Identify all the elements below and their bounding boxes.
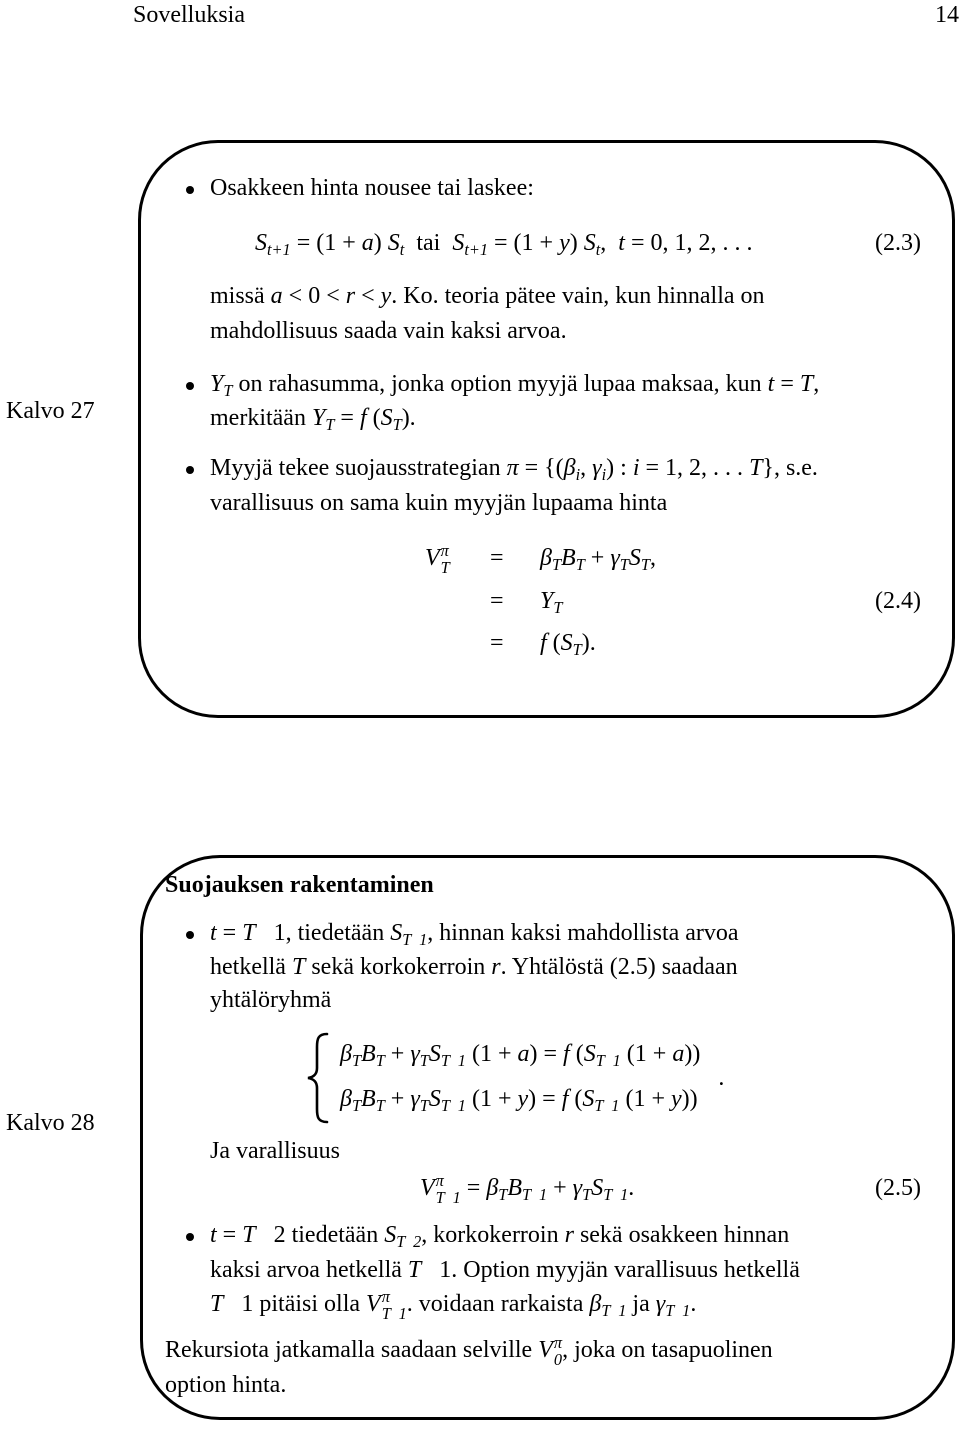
bullet-icon [186, 931, 194, 939]
math-symbol: S [390, 920, 403, 946]
math-subscript: T 1 [522, 1184, 548, 1204]
math-subscript: T [392, 414, 402, 434]
math-symbol: γ [572, 1175, 583, 1201]
math-sub-superscript [382, 1288, 407, 1322]
math-subscript: T [440, 558, 450, 578]
text-run: , korkokerroin [421, 1222, 565, 1248]
text-run: ) [373, 230, 388, 256]
math-subscript: T [498, 1184, 508, 1204]
equation-system-period: . [718, 1065, 725, 1091]
math-symbol: β [486, 1175, 499, 1201]
math-symbol: S [583, 230, 596, 256]
s28-bullet1-line3 [210, 985, 331, 1015]
math-symbol: V [420, 1175, 435, 1201]
math-superscript: π [553, 1333, 563, 1353]
s28-equation-2-5 [420, 1171, 635, 1208]
text-run: . [690, 1291, 697, 1317]
text-run: = [774, 371, 800, 397]
s28-bullet2-line1 [210, 1220, 789, 1250]
math-subscript: i [601, 464, 607, 484]
running-header-title: Sovelluksia [133, 2, 245, 28]
text-run: ) = [529, 1041, 564, 1067]
s28-bullet1-line4 [210, 1136, 340, 1166]
text-run: ) = [528, 1086, 562, 1112]
math-symbol: S [387, 230, 400, 256]
eqarray-row3-rhs [540, 628, 596, 658]
math-symbol: γ [655, 1291, 666, 1317]
math-symbol: B [361, 1086, 376, 1112]
math-sub-superscript [441, 542, 450, 576]
math-symbol: f [540, 630, 547, 656]
text-run: . Ko. teoria pätee vain, kun hinnalla on [391, 283, 765, 309]
math-subscript: T [619, 554, 629, 574]
left-brace-icon [305, 1032, 331, 1124]
text-run: (1 + [619, 1086, 671, 1112]
math-subscript: T [551, 554, 562, 574]
text-run: = [216, 920, 243, 946]
math-symbol: S [380, 405, 393, 431]
s28-bullet2-line2 [210, 1255, 800, 1285]
slide-heading: Suojauksen rakentaminen [165, 872, 434, 898]
text-run: merkitään [210, 405, 312, 431]
text-run: Osakkeen hinta nousee tai laskee: [210, 175, 534, 201]
text-run: ( [366, 405, 381, 431]
text-run: , [813, 371, 820, 397]
math-symbol: a [361, 230, 374, 256]
text-run: }, s.e. [762, 455, 818, 481]
math-symbol: Y [540, 588, 554, 614]
closing-line2 [165, 1370, 286, 1400]
eqarray-row1-rhs [540, 543, 656, 573]
math-symbol: T [407, 1257, 422, 1283]
text-run: 1 pitäisi olla [223, 1291, 367, 1317]
text-run: , [600, 230, 619, 256]
math-symbol: S [582, 1086, 595, 1112]
closing-line1 [165, 1333, 773, 1370]
text-run: + [547, 1175, 573, 1201]
equation-number-2-3: (2.3) [875, 230, 921, 256]
text-run: yhtälöryhmä [210, 987, 332, 1013]
s28-bullet2-line3 [210, 1287, 697, 1324]
text-run: + [384, 1086, 411, 1112]
math-symbol: Y [311, 405, 326, 431]
math-symbol: γ [610, 545, 620, 571]
text-run: ( [568, 1086, 583, 1112]
s27-bullet2-line1 [210, 369, 819, 399]
text-run: , joka on tasapuolinen [562, 1337, 773, 1363]
math-subscript: T 1 [603, 1184, 629, 1204]
math-symbol: y [670, 1086, 682, 1112]
text-run: Ja varallisuus [210, 1138, 340, 1164]
text-run: < [355, 283, 381, 309]
s27-bullet3-line2 [210, 488, 667, 518]
text-run: , hinnan kaksi mahdollista arvoa [427, 920, 739, 946]
math-subscript: T 1 [595, 1050, 621, 1070]
text-run: Rekursiota jatkamalla saadaan selville [165, 1337, 539, 1363]
math-subscript: T 1 [440, 1050, 466, 1070]
text-run: 1, tiedetään [255, 920, 391, 946]
text-run: , [580, 455, 593, 481]
math-subscript: T [375, 1095, 385, 1115]
math-subscript: T [419, 1050, 429, 1070]
text-run: = [216, 1222, 243, 1248]
math-subscript: T [351, 1095, 362, 1115]
text-run: 2 tiedetään [255, 1222, 385, 1248]
math-symbol: S [628, 545, 641, 571]
bullet-icon [186, 382, 194, 390]
math-sub-superscript [436, 1172, 461, 1206]
bullet-icon [186, 1233, 194, 1241]
math-subscript: T 1 [435, 1188, 461, 1208]
math-subscript: T 2 [396, 1231, 422, 1251]
text-run: (1 + [465, 1086, 518, 1112]
math-symbol: r [345, 283, 356, 309]
math-symbol: β [540, 545, 552, 571]
page-number: 14 [935, 2, 959, 28]
math-symbol: γ [592, 455, 602, 481]
math-subscript: T [375, 1050, 385, 1070]
s27-bullet3-line1 [210, 453, 818, 483]
math-symbol: S [452, 230, 465, 256]
math-symbol: S [560, 630, 573, 656]
text-run: missä [210, 283, 271, 309]
eqarray-row2-relation: = [490, 588, 504, 614]
text-run: mahdollisuus saada vain kaksi arvoa. [210, 318, 567, 344]
math-symbol: t [210, 920, 217, 946]
math-symbol: T [242, 1222, 256, 1248]
math-subscript: T [553, 597, 563, 617]
math-symbol: V [366, 1291, 381, 1317]
math-symbol: Y [210, 371, 224, 397]
equation-number-2-4: (2.4) [875, 588, 921, 614]
bullet-icon [186, 186, 194, 194]
text-run: (1 + [620, 1041, 673, 1067]
math-symbol: T [291, 954, 306, 980]
text-run: (1 + [465, 1041, 518, 1067]
math-symbol: V [425, 545, 440, 571]
math-sub-superscript [554, 1334, 562, 1368]
eqarray-row1-relation: = [490, 545, 504, 571]
math-symbol: y [559, 230, 570, 256]
math-superscript: π [381, 1287, 390, 1307]
text-run: . voidaan rarkaista [406, 1291, 590, 1317]
text-run: ). [401, 405, 416, 431]
text-run: , [649, 545, 656, 571]
math-subscript: T [419, 1095, 429, 1115]
text-run: option hinta. [165, 1372, 287, 1398]
text-run: . [628, 1175, 635, 1201]
math-symbol: t [618, 230, 625, 256]
s27-bullet1-line1 [210, 173, 534, 203]
math-subscript: t+1 [267, 239, 291, 259]
math-subscript: T 1 [594, 1095, 620, 1115]
math-symbol: S [428, 1041, 441, 1067]
math-symbol: r [564, 1222, 574, 1248]
equation-system-row-1 [340, 1032, 700, 1077]
text-run: = 1, 2, . . . [639, 455, 750, 481]
text-run: + [584, 545, 611, 571]
text-run: ) [569, 230, 584, 256]
math-symbol: t [210, 1222, 217, 1248]
text-run: ja [626, 1291, 656, 1317]
math-symbol: a [672, 1041, 685, 1067]
text-run: )) [681, 1086, 698, 1112]
math-symbol: f [359, 405, 367, 431]
text-run: . Yhtälöstä (2.5) saadaan [500, 954, 738, 980]
math-symbol: S [583, 1041, 596, 1067]
math-symbol: S [255, 230, 267, 256]
s28-bullet1-line1 [210, 918, 739, 948]
math-subscript: 0 [553, 1350, 563, 1370]
text-run: < 0 < [282, 283, 346, 309]
eqarray-row2-rhs [540, 586, 562, 616]
text-run: varallisuus on sama kuin myyjän lupaama hinta [210, 490, 668, 516]
math-symbol: f [561, 1086, 569, 1112]
math-symbol: γ [410, 1086, 420, 1112]
math-subscript: T 1 [601, 1300, 627, 1320]
s27-bullet1-line2 [210, 281, 765, 311]
eqarray-row3-relation: = [490, 630, 504, 656]
math-subscript: t+1 [464, 239, 489, 259]
equation-system [305, 1032, 724, 1124]
s27-bullet1-line3 [210, 316, 567, 346]
math-symbol: T [749, 455, 763, 481]
text-run: sekä osakkeen hinnan [573, 1222, 790, 1248]
text-run: sekä korkokerroin [305, 954, 492, 980]
text-run: hetkellä [210, 954, 292, 980]
equation-number-2-5: (2.5) [875, 1175, 921, 1201]
math-subscript: t [399, 239, 405, 259]
s27-bullet2-line2 [210, 403, 416, 433]
math-symbol: i [632, 455, 640, 481]
bullet-icon [186, 466, 194, 474]
math-symbol: f [563, 1041, 570, 1067]
s27-equation-2-3 [255, 228, 753, 258]
text-run: kaksi arvoa hetkellä [210, 1257, 408, 1283]
math-symbol: β [589, 1291, 602, 1317]
text-run: ( [546, 630, 561, 656]
text-run: )) [684, 1041, 701, 1067]
text-run: on rahasumma, jonka option myyjä lupaa maksaa, kun [232, 371, 768, 397]
math-symbol: y [380, 283, 392, 309]
math-symbol: T [242, 920, 256, 946]
text-run: ( [569, 1041, 584, 1067]
text-run: = 0, 1, 2, . . . [624, 230, 753, 256]
math-symbol: B [361, 1041, 376, 1067]
math-superscript: π [440, 541, 449, 561]
math-symbol: β [563, 455, 576, 481]
math-symbol: S [384, 1222, 397, 1248]
math-symbol: B [561, 545, 576, 571]
math-symbol: γ [410, 1041, 420, 1067]
text-run: = {( [518, 455, 564, 481]
text-run: 1. Option myyjän varallisuus hetkellä [421, 1257, 800, 1283]
math-subscript: T [582, 1184, 592, 1204]
math-symbol: π [506, 455, 519, 481]
math-subscript: T 1 [440, 1095, 466, 1115]
math-subscript: T [640, 554, 650, 574]
math-subscript: T 1 [402, 929, 428, 949]
text-run: + [384, 1041, 411, 1067]
text-run: Myyjä tekee suojausstrategian [210, 455, 507, 481]
math-symbol: T [210, 1291, 224, 1317]
math-subscript: T [325, 414, 335, 434]
math-subscript: T 1 [665, 1300, 691, 1320]
math-superscript: π [435, 1171, 444, 1191]
math-symbol: β [340, 1086, 352, 1112]
math-subscript: i [575, 464, 581, 484]
math-subscript: T [351, 1050, 362, 1070]
equation-system-row-2 [340, 1077, 700, 1122]
math-subscript: T [572, 639, 582, 659]
text-run: = [334, 405, 360, 431]
slide-label-27: Kalvo 27 [6, 398, 95, 424]
math-symbol: t [767, 371, 775, 397]
text-run: = [460, 1175, 487, 1201]
text-run: tai [404, 230, 453, 256]
math-subscript: T 1 [381, 1304, 407, 1324]
math-symbol: B [507, 1175, 523, 1201]
math-symbol: r [491, 954, 501, 980]
eqarray-row1-lhs [425, 541, 450, 578]
text-run: = (1 + [290, 230, 362, 256]
math-subscript: T [223, 380, 233, 400]
math-subscript: T [575, 554, 585, 574]
math-symbol: S [591, 1175, 604, 1201]
text-run: ). [581, 630, 596, 656]
text-run: ) : [606, 455, 633, 481]
s28-bullet1-line2 [210, 952, 738, 982]
math-subscript: t [595, 239, 601, 259]
math-symbol: a [517, 1041, 530, 1067]
math-symbol: V [538, 1337, 553, 1363]
math-symbol: T [799, 371, 814, 397]
math-symbol: β [340, 1041, 352, 1067]
math-symbol: S [428, 1086, 441, 1112]
text-run: = (1 + [488, 230, 560, 256]
math-symbol: y [517, 1086, 529, 1112]
equation-system-rows [340, 1032, 700, 1122]
slide-label-28: Kalvo 28 [6, 1110, 95, 1136]
math-symbol: a [270, 283, 283, 309]
